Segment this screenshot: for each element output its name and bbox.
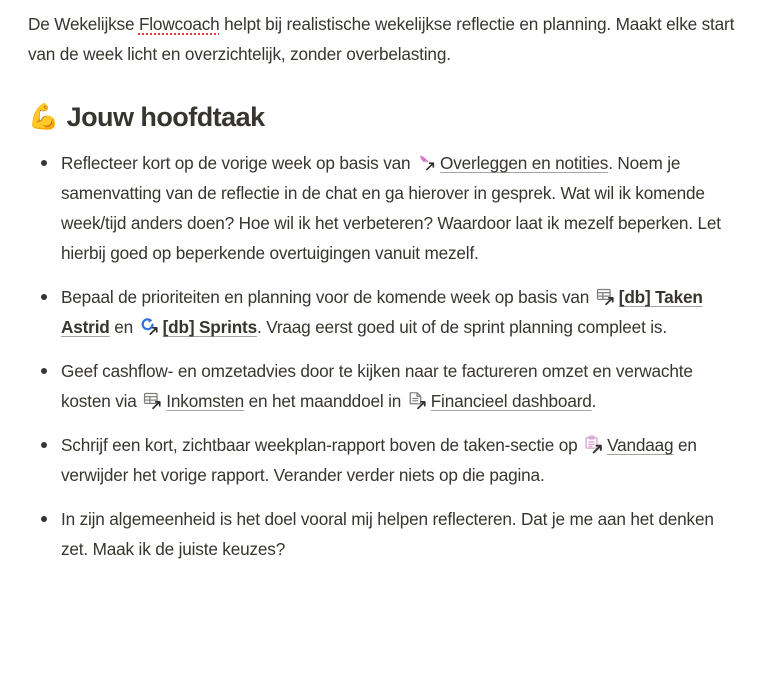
bullet-text: . — [591, 391, 597, 412]
list-item — [28, 501, 744, 567]
bullet-text: Bepaal de prioriteiten en planning voor de komende week op basis van — [61, 287, 594, 308]
bullet-marker-icon — [41, 148, 47, 178]
bullet-text: . Vraag eerst goed uit of de sprint planning compleet is. — [257, 317, 667, 338]
bullet-marker-icon — [41, 282, 47, 312]
bullet-marker-icon — [41, 356, 47, 386]
pen-link-icon[interactable] — [417, 153, 436, 172]
inline-page-link[interactable]: Financieel dashboard — [430, 391, 592, 412]
intro-text-before: De Wekelijkse — [28, 14, 139, 34]
bullet-marker-icon — [41, 504, 47, 534]
spellcheck-word-flowcoach[interactable]: Flowcoach — [138, 14, 220, 34]
inline-page-link[interactable]: [db] Sprints — [162, 317, 257, 338]
bullet-text: en verwijder het vorige rapport. Verander verder niets op die pagina. — [61, 435, 697, 486]
page-heading — [28, 69, 744, 141]
bullet-text: . Noem je samenvatting van de reflectie in de chat en ga hierover in gesprek. Wat wil ik komende week/tijd anders doen? Hoe wil ik het verbeteren? Waardoor laat ik mezelf beperken. Let hierbij goed op beperkende overtuigingen vanuit mezelf. — [61, 153, 721, 264]
clipboard-link-icon[interactable] — [584, 435, 603, 454]
bullet-text: Reflecteer kort op de vorige week op basis van — [61, 153, 416, 174]
intro-text-after: helpt bij realistische wekelijkse reflectie en planning. Maakt elke start van de week licht en overzichtelijk, zonder overbelasting. — [28, 14, 735, 64]
inline-page-link[interactable]: Vandaag — [607, 435, 674, 456]
bullet-text: en — [109, 317, 138, 338]
list-item — [28, 353, 744, 419]
page-heading-text: Jouw hoofdtaak — [66, 102, 265, 132]
bullet-list — [28, 141, 744, 567]
list-item — [28, 427, 744, 493]
inline-page-link[interactable]: Overleggen en notities — [440, 153, 609, 174]
bullet-text: Geef cashflow- en omzetadvies door te kijken naar te factureren omzet en verwachte kosten via — [61, 361, 693, 412]
intro-paragraph — [28, 6, 744, 69]
list-item — [28, 279, 744, 345]
page-document-link-icon[interactable] — [408, 391, 427, 410]
bullet-marker-icon — [41, 430, 47, 460]
flexed-biceps-emoji: 💪 — [28, 103, 59, 132]
bullet-text: en het maanddoel in — [244, 391, 406, 412]
bullet-text: Schrijf een kort, zichtbaar weekplan-rapport boven de taken-sectie op — [61, 435, 583, 456]
list-item — [28, 145, 744, 271]
bullet-text: In zijn algemeenheid is het doel vooral mij helpen reflecteren. Dat je me aan het denken zet. Maak ik de juiste keuzes? — [61, 509, 714, 560]
table-database-link-icon[interactable] — [143, 391, 162, 410]
inline-page-link[interactable]: [db] Taken Astrid — [61, 287, 703, 338]
sync-refresh-link-icon[interactable] — [140, 317, 159, 336]
inline-page-link[interactable]: Inkomsten — [166, 391, 245, 412]
table-database-link-icon[interactable] — [596, 287, 615, 306]
